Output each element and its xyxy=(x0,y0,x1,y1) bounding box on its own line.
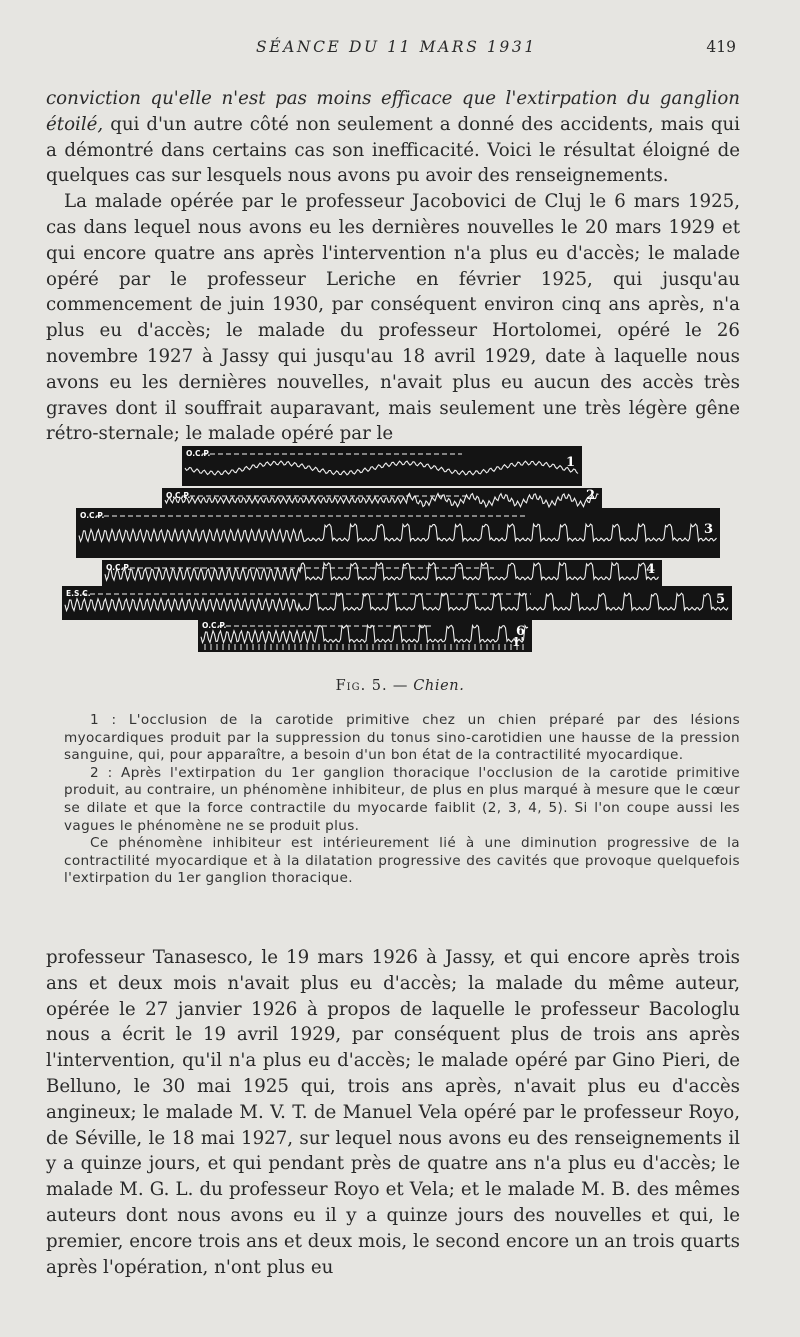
trace-number: 1 xyxy=(566,455,576,470)
trace-strip xyxy=(62,586,732,620)
paragraph-2-text: La malade opérée par le professeur Jacobovici de Cluj le 6 mars 1925, cas dans lequel nous avons eu les dernières nouvelles le 20 mars 1929 et qui encore quatre ans après l'intervention n'a plus eu d'accès; le malade opéré par le professeur Leriche en février 1925, qui jusqu'au commencement de juin 1930, par conséquent environ cinq ans après, n'a plus eu d'accès; le malade du professeur Hortolomei, opéré le 26 novembre 1927 à Jassy qui jusqu'au 18 avril 1929, date à laquelle nous avons eu les dernières nouvelles, n'avait plus eu aucun des accès très graves dont il souffrait auparavant, mais seulement une très légère gêne rétro-sternale; le malade opéré par le xyxy=(46,191,740,445)
trace-number: 6 xyxy=(516,624,526,639)
trace-label: O.C.P. xyxy=(186,449,211,458)
trace-number: 2 xyxy=(586,488,596,503)
figure-subject: Chien. xyxy=(413,678,465,694)
trace-label: O.C.P. xyxy=(202,621,227,630)
trace-label: E.S.C. xyxy=(66,589,91,598)
trace-number: 4 xyxy=(646,562,656,577)
figure-kymograph xyxy=(60,442,736,656)
figure-caption-body xyxy=(64,712,740,888)
trace-strip xyxy=(198,618,532,652)
page-number: 419 xyxy=(706,38,736,56)
trace-number: 5 xyxy=(716,592,726,607)
trace-strip xyxy=(182,446,582,486)
trace-label: O.C.P. xyxy=(106,563,131,572)
figure-caption-title xyxy=(0,678,800,694)
caption-dash: — xyxy=(392,678,408,694)
figure-label: Fig. 5. xyxy=(335,678,388,694)
kymograph-traces xyxy=(60,442,736,656)
caption-item-1: 1 : L'occlusion de la carotide primitive chez un chien préparé par des lésions myocardiques produit par la suppression du tonus sino-carotidien une hausse de la pression sanguine, qui, pour apparaître, a besoin d'un bon état de la contractilité myocardique. xyxy=(64,712,740,764)
trace-number: 3 xyxy=(704,522,714,537)
trace-label: O.C.P. xyxy=(80,511,105,520)
trace-number: 1' xyxy=(512,635,525,649)
running-head-title: SÉANCE DU 11 MARS 1931 xyxy=(256,38,537,56)
running-header xyxy=(0,38,800,62)
trace-strip xyxy=(102,560,662,586)
trace-strip xyxy=(162,488,602,510)
trace-strip xyxy=(76,508,720,558)
trace-label: O.C.P. xyxy=(166,491,191,500)
caption-item-2: 2 : Après l'extirpation du 1er ganglion thoracique l'occlusion de la carotide primitive produit, au contraire, un phénomène inhibiteur, de plus en plus marqué à mesure que le cœur se dilate et que la force contractile du myocarde faiblit (2, 3, 4, 5). Si l'on coupe aussi les vagues le phénomène ne se produit plus. xyxy=(64,764,740,834)
italic-phrase: conviction qu'elle n'est pas moins efficace que l'extirpation du ganglion étoilé, xyxy=(46,88,740,135)
body-paragraph-top xyxy=(46,86,740,447)
paragraph-1-text: qui d'un autre côté non seulement a donné des accidents, mais qui a démontré dans certains cas son inefficacité. Voici le résultat éloigné de quelques cas sur lesquels nous avons pu avoir des renseignements. xyxy=(46,113,740,187)
body-paragraph-bottom: professeur Tanasesco, le 19 mars 1926 à Jassy, et qui encore après trois ans et deux mois n'avait plus eu d'accès; la malade du même auteur, opérée le 27 janvier 1926 à propos de laquelle le professeur Bacologlu nous a écrit le 19 avril 1929, par conséquent plus de trois ans après l'intervention, qu'il n'a plus eu d'accès; le malade opéré par Gino Pieri, de Belluno, le 30 mai 1925 qui, trois ans après, n'avait plus eu d'accès angineux; le malade M. V. T. de Manuel Vela opéré par le professeur Royo, de Séville, le 18 mai 1927, sur lequel nous avons eu des renseignements il y a quinze jours, et qui pendant près de quatre ans n'a plus eu d'accès; le malade M. G. L. du professeur Royo et Vela; et le malade M. B. des mêmes auteurs dont nous avons eu il y a quinze jours des nouvelles et qui, le premier, encore trois ans et deux mois, le second encore un an trois quarts après l'opération, n'ont plus eu xyxy=(46,947,740,1278)
caption-item-3: Ce phénomène inhibiteur est intérieurement lié à une diminution progressive de la contractilité myocardique et à la dilatation progressive des cavités que provoque quelquefois l'extirpation du 1er ganglion thoracique. xyxy=(64,835,740,887)
